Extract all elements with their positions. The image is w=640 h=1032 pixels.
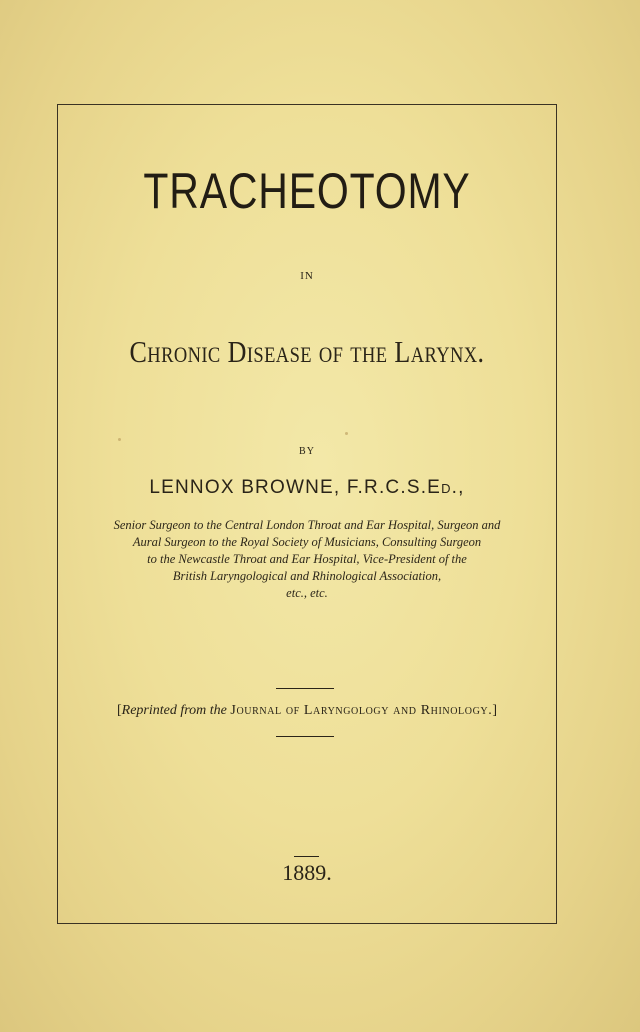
author-name: [57, 478, 557, 497]
title-connector: IN: [300, 270, 314, 282]
credentials-line: Senior Surgeon to the Central London Throat and Ear Hospital, Surgeon and: [113, 518, 501, 532]
divider-rule-top: [276, 688, 334, 689]
author-name-main: LENNOX BROWNE, F.R.C.S.E: [149, 477, 442, 498]
year-rule: [294, 856, 319, 857]
reprint-open-bracket: [: [116, 703, 122, 718]
book-title: TRACHEOTOMY: [143, 163, 471, 219]
author-name-end: .,: [451, 477, 465, 498]
page-border: [57, 104, 557, 924]
author-credentials: [57, 517, 557, 602]
by-line: BY: [299, 446, 315, 457]
credentials-line: British Laryngological and Rhinological Association,: [172, 569, 442, 583]
publication-year: 1889.: [282, 860, 332, 885]
divider-rule-bottom: [276, 736, 334, 737]
paper-fleck: [118, 438, 121, 441]
book-subtitle: Chronic Disease of the Larynx.: [129, 334, 485, 369]
reprint-italic: Reprinted from the: [121, 703, 227, 718]
reprint-journal: Journal of Laryngology and Rhinology.: [230, 703, 493, 718]
paper-fleck: [345, 432, 348, 435]
author-name-suffix: d: [441, 477, 452, 498]
credentials-line: etc., etc.: [286, 586, 328, 600]
credentials-line: to the Newcastle Throat and Ear Hospital, Vice-President of the: [147, 552, 467, 566]
reprint-close-bracket: ]: [492, 703, 497, 718]
credentials-line: Aural Surgeon to the Royal Society of Musicians, Consulting Surgeon: [132, 535, 482, 549]
reprint-note: [57, 704, 557, 718]
